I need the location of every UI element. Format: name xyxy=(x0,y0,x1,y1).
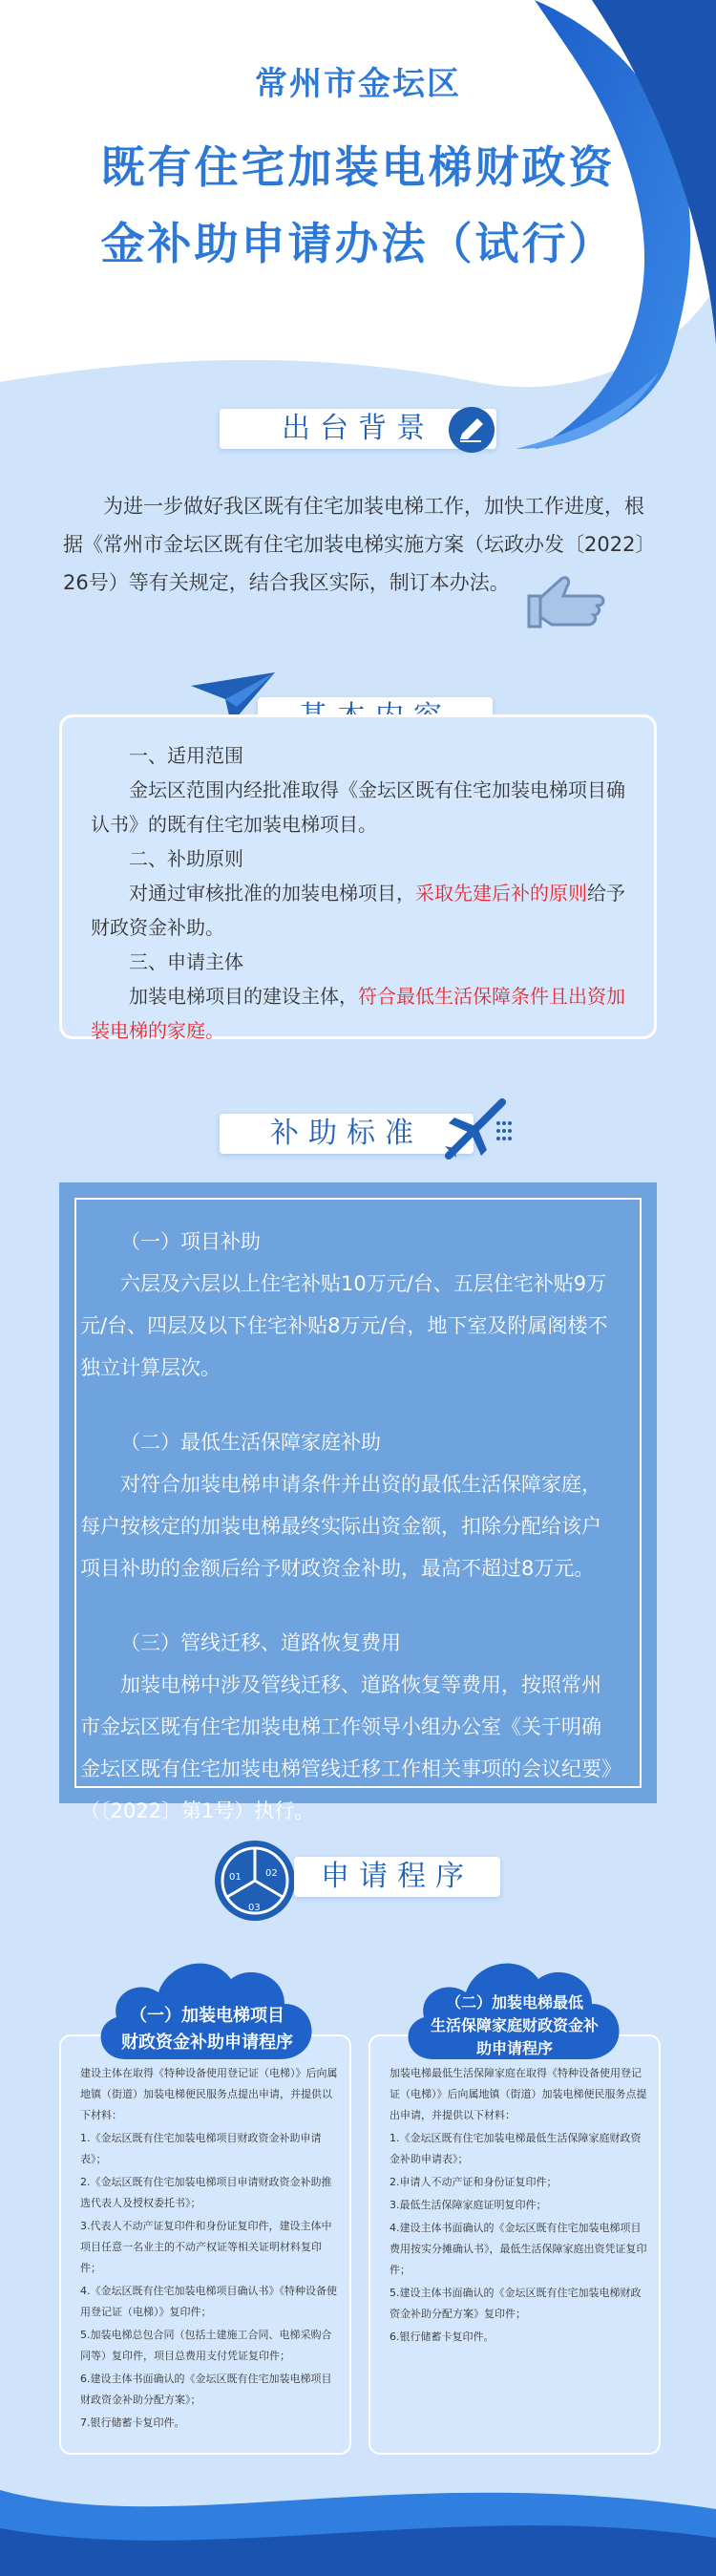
section-title-standard: 补助标准 xyxy=(220,1114,474,1154)
procedure-right-item: 5.建设主体书面确认的《金坛区既有住宅加装电梯财政资金补助分配方案》复印件； xyxy=(390,2287,642,2320)
basic-p3 xyxy=(91,979,635,1048)
circle-steps-icon xyxy=(212,1838,298,1924)
procedure-left-item: 5.加装电梯总包合同（包括土建施工合同、电梯采购合同等）复印件，项目总费用支付凭证复印件； xyxy=(80,2329,332,2362)
standard-p2: 对符合加装电梯申请条件并出资的最低生活保障家庭，每户按核定的加装电梯最终实际出资金额，扣除分配给该户项目补助的金额后给予财政资金补助，最高不超过8万元。 xyxy=(80,1473,601,1580)
footer-wave xyxy=(0,2423,716,2576)
standard-p1: 六层及六层以上住宅补贴10万元/台、五层住宅补贴9万元/台、四层及以下住宅补贴8万元/台，地下室及附属阁楼不独立计算层次。 xyxy=(80,1272,608,1379)
procedure-left-box xyxy=(59,2034,351,2455)
procedure-left-intro: 建设主体在取得《特种设备使用登记证（电梯）》后向属地镇（街道）加装电梯便民服务点提出申请，并提供以下材料： xyxy=(80,2067,338,2121)
section-title-background: 出台背景 xyxy=(220,409,496,449)
standard-h3: （三）管线迁移、道路恢复费用 xyxy=(120,1631,401,1654)
title-block xyxy=(0,57,716,282)
procedure-left-item: 6.建设主体书面确认的《金坛区既有住宅加装电梯项目财政资金补助分配方案》； xyxy=(80,2373,332,2406)
basic-p2-post: 给予财政资金补助。 xyxy=(91,882,625,939)
procedure-right-cloud xyxy=(395,1945,634,2069)
procedure-left-item: 2.《金坛区既有住宅加装电梯项目申请财政资金补助推选代表人及授权委托书》； xyxy=(80,2176,332,2209)
pen-icon xyxy=(447,405,496,455)
procedure-right-label-3: 助申请程序 xyxy=(475,2039,553,2057)
basic-h3: 三、申请主体 xyxy=(129,950,243,973)
procedure-right-label-2: 生活保障家庭财政资金补 xyxy=(430,2016,599,2034)
main-title xyxy=(0,129,716,282)
thumbs-up-icon xyxy=(523,569,615,636)
background-text: 为进一步做好我区既有住宅加装电梯工作，加快工作进度，根据《常州市金坛区既有住宅加装电梯实施方案（坛政办发〔2022〕26号）等有关规定，结合我区实际，制订本办法。 xyxy=(63,495,645,594)
standard-h2: （二）最低生活保障家庭补助 xyxy=(120,1431,381,1454)
section-title-procedure: 申请程序 xyxy=(294,1857,500,1897)
procedure-right-text xyxy=(390,2063,647,2350)
standard-panel xyxy=(59,1182,657,1822)
procedure-left-cloud xyxy=(88,1945,326,2069)
basic-p1: 金坛区范围内经批准取得《金坛区既有住宅加装电梯项目确认书》的既有住宅加装电梯项目。 xyxy=(91,778,625,836)
airplane-icon xyxy=(435,1089,516,1169)
procedure-left-label-2: 财政资金补助申请程序 xyxy=(121,2033,293,2053)
procedure-left-text xyxy=(80,2063,338,2436)
procedure-right-item: 1.《金坛区既有住宅加装电梯最低生活保障家庭财政资金补助申请表》； xyxy=(390,2132,642,2165)
basic-p3-pre: 加装电梯项目的建设主体， xyxy=(129,985,358,1008)
procedure-right-item: 2.申请人不动产证和身份证复印件； xyxy=(390,2176,558,2188)
procedure-left-item: 3.代表人不动产证复印件和身份证复印件，建设主体中项目任意一名业主的不动产权证等相关证明材料复印件； xyxy=(80,2220,332,2274)
step-badge-2: 02 xyxy=(265,1868,278,1879)
basic-content-panel xyxy=(59,714,657,1042)
basic-p2-pre: 对通过审核批准的加装电梯项目， xyxy=(129,882,415,905)
procedure-right-item: 6.银行储蓄卡复印件。 xyxy=(390,2331,495,2343)
main-title-line2: 金补助申请办法（试行） xyxy=(100,218,616,269)
procedure-right-intro: 加装电梯最低生活保障家庭在取得《特种设备使用登记证（电梯）》后向属地镇（街道）加装电梯便民服务点提出申请，并提供以下材料： xyxy=(390,2067,647,2121)
step-badge-3: 03 xyxy=(248,1903,261,1913)
basic-p3-highlight: 符合最低生活保障条件且出资加装电梯的家庭。 xyxy=(91,985,625,1042)
procedure-left-item: 4.《金坛区既有住宅加装电梯项目确认书》《特种设备使用登记证（电梯）》复印件； xyxy=(80,2285,337,2318)
basic-p2 xyxy=(91,876,635,945)
basic-content-text xyxy=(91,738,635,1048)
procedure-left-item: 1.《金坛区既有住宅加装电梯项目财政资金补助申请表》； xyxy=(80,2132,322,2165)
procedure-left-item: 7.银行储蓄卡复印件。 xyxy=(80,2416,185,2429)
step-badge-1: 01 xyxy=(229,1872,242,1883)
standard-h1: （一）项目补助 xyxy=(120,1230,261,1253)
basic-p2-highlight: 采取先建后补的原则 xyxy=(415,882,587,905)
basic-h1: 一、适用范围 xyxy=(129,744,243,767)
basic-h2: 二、补助原则 xyxy=(129,847,243,870)
main-title-line1: 既有住宅加装电梯财政资 xyxy=(100,141,616,193)
procedure-left-label-1: （一）加装电梯项目 xyxy=(130,2006,284,2026)
procedure-right-item: 3.最低生活保障家庭证明复印件； xyxy=(390,2199,547,2211)
standard-p3: 加装电梯中涉及管线迁移、道路恢复等费用，按照常州市金坛区既有住宅加装电梯工作领导小组办公室《关于明确金坛区既有住宅加装电梯管线迁移工作相关事项的会议纪要》（〔2022〕第1号）执行。 xyxy=(80,1673,612,1822)
city-title: 常州市金坛区 xyxy=(255,65,461,103)
procedure-right-item: 4.建设主体书面确认的《金坛区既有住宅加装电梯项目费用按实分摊确认书》，最低生活保障家庭出资凭证复印件； xyxy=(390,2222,647,2276)
procedure-right-label-1: （二）加装电梯最低 xyxy=(445,1993,583,2012)
standard-text xyxy=(80,1221,615,1832)
procedure-right-box xyxy=(369,2034,661,2455)
